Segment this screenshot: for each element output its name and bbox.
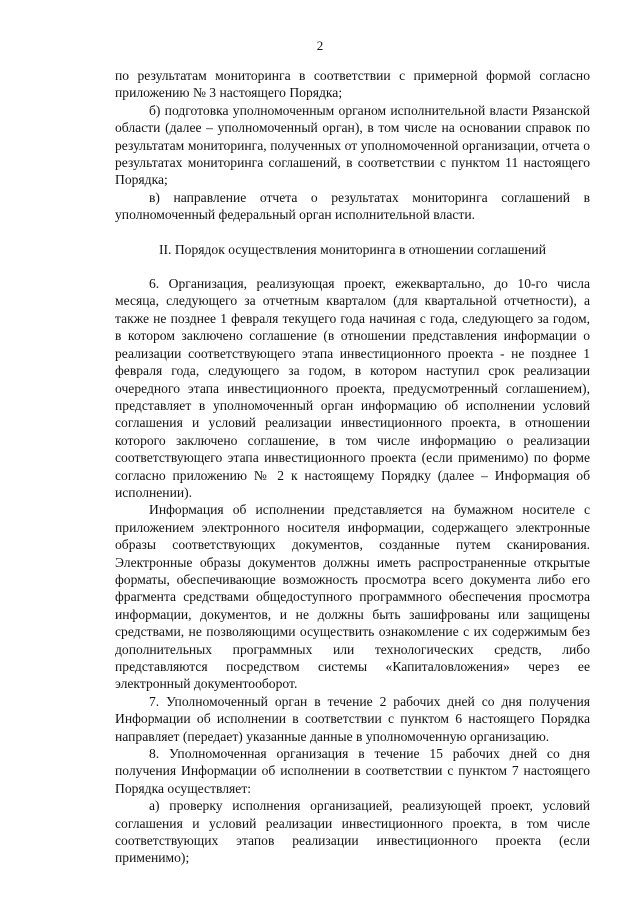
section-heading: II. Порядок осуществления мониторинга в отношении соглашений <box>159 241 546 257</box>
document-body <box>115 67 590 867</box>
paragraph-8: 8. Уполномоченная организация в течение 15 рабочих дней со дня получения Информации об исполнении в соответствии с пунктом 7 настоящего Порядка осуществляет: <box>115 746 590 796</box>
paragraph-info-format: Информация об исполнении представляется на бумажном носителе с приложением электронного носителя информации, содержащего электронные образы соответствующих документов, созданные путем сканирования. Электронные образы документов должны иметь распространенные открытые форматы, обеспечивающие возможность просмотра всего документа либо его фрагмента средствами общедоступного программного обеспечения просмотра информации, документов, и не должны быть зашифрованы или защищены средствами, не позволяющими осуществить ознакомление с их содержимым без дополнительных программных или технологических средств, либо представляются посредством системы «Капиталовложения» через ее электронный документооборот. <box>115 502 590 692</box>
paragraph-8-item-a: а) проверку исполнения организацией, реализующей проект, условий соглашения и условий реализации инвестиционного проекта, в том числе соответствующих этапов реализации инвестиционного проекта (если применимо); <box>115 798 590 866</box>
page-number: 2 <box>316 38 324 53</box>
paragraph-item-v: в) направление отчета о результатах мониторинга соглашений в уполномоченный федеральный орган исполнительной власти. <box>115 189 590 223</box>
paragraph-6: 6. Организация, реализующая проект, ежеквартально, до 10-го числа месяца, следующего за отчетным кварталом (для квартальной отчетности), а также не позднее 1 февраля текущего года начиная с года, следующего за годом, в котором заключено соглашение (в отношении представления информации о реализации соответствующего этапа инвестиционного проекта - не позднее 1 февраля года, следующего за годом, в котором наступил срок реализации очередного этапа инвестиционного проекта, предусмотренный соглашением), представляет в уполномоченный орган информацию об исполнении условий соглашения и условий реализации инвестиционного проекта, в отношении которого заключено соглашение, в том числе информацию о реализации соответствующего этапа инвестиционного проекта (если применимо) по форме согласно приложению № 2 к настоящему Порядку (далее – Информация об исполнении). <box>115 276 590 500</box>
paragraph-7: 7. Уполномоченный орган в течение 2 рабочих дней со дня получения Информации об исполнении в соответствии с пунктом 6 настоящего Порядка направляет (передает) указанные данные в уполномоченную организацию. <box>115 693 590 744</box>
paragraph-item-b: б) подготовка уполномоченным органом исполнительной власти Рязанской области (далее – уполномоченный орган), в том числе на основании справок по результатам мониторинга, полученных от уполномоченной организации, отчета о результатах мониторинга соглашений, в соответствии с пунктом 11 настоящего Порядка; <box>115 102 590 188</box>
paragraph-continuation: по результатам мониторинга в соответствии с примерной формой согласно приложению № 3 настоящего Порядка; <box>115 68 590 101</box>
